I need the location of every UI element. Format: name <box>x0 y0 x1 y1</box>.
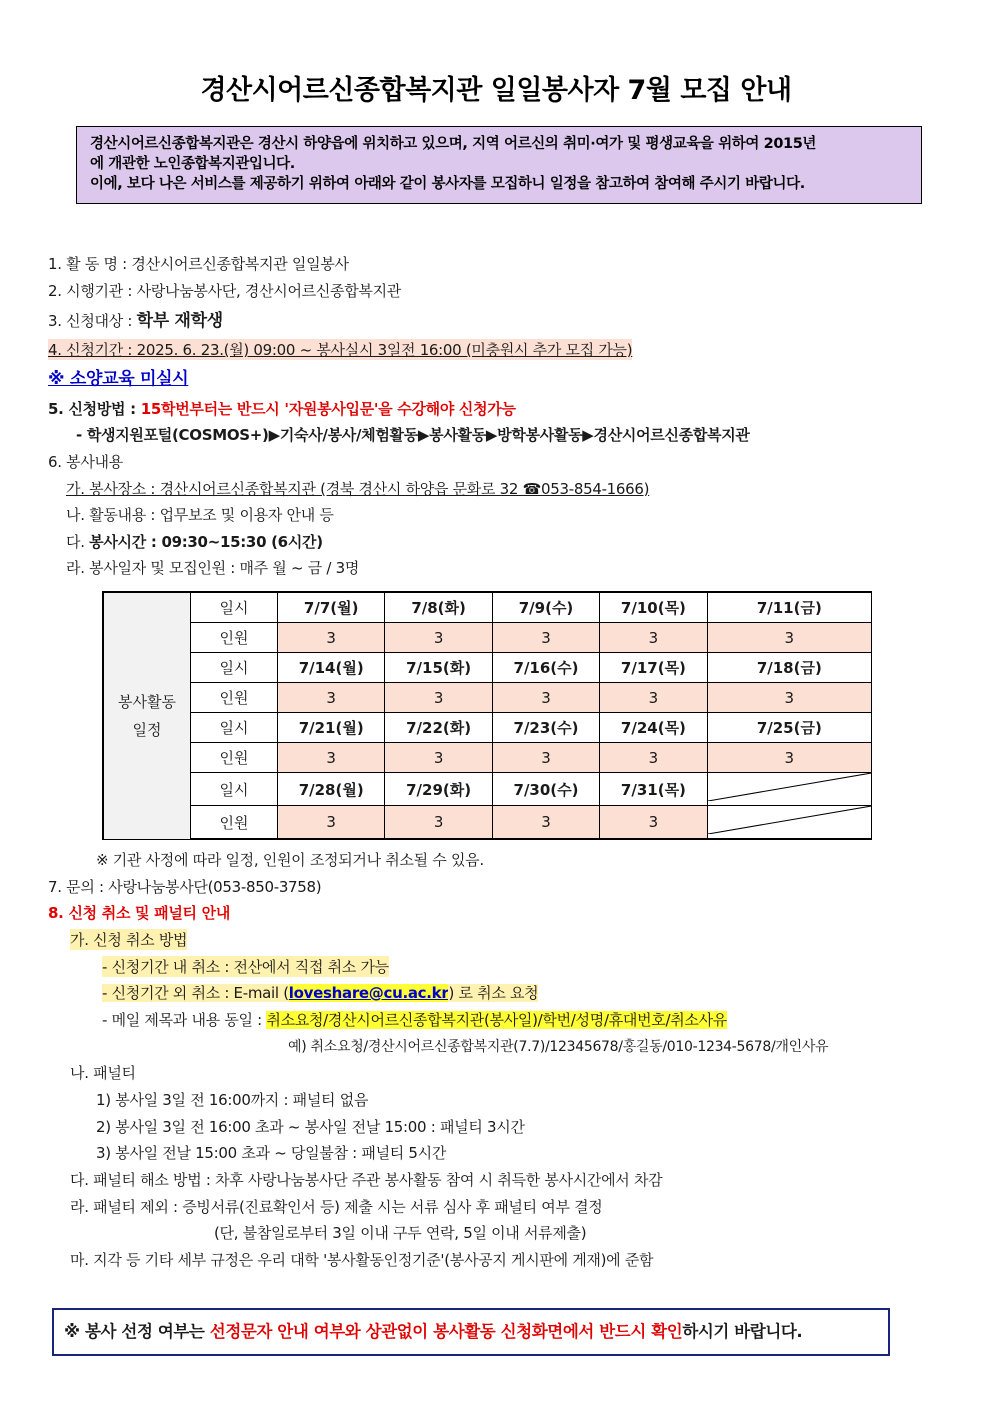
empty-cell <box>707 806 871 840</box>
schedule-note: ※ 기관 사정에 따라 일정, 인원이 조정되거나 취소될 수 있음. <box>96 851 484 869</box>
item-dates: 라. 봉사일자 및 모집인원 : 매주 월 ~ 금 / 3명 <box>66 559 360 577</box>
row-label: 일시 <box>191 713 278 743</box>
group-label-line: 봉사활동 <box>118 692 176 711</box>
item-method-path: - 학생지원포털(COSMOS+)▶기숙사/봉사/체험활동▶봉사활동▶방학봉사활동▶경산시어르신종합복지관 <box>76 426 750 444</box>
date-cell: 7/22(화) <box>385 713 492 743</box>
row-label: 인원 <box>191 743 278 773</box>
date-cell: 7/17(목) <box>600 653 707 683</box>
count-cell: 3 <box>385 623 492 653</box>
item-target-label: 3. 신청대상 : <box>48 312 137 330</box>
item-organizer: 2. 시행기관 : 사랑나눔봉사단, 경산시어르신종합복지관 <box>48 282 401 300</box>
cancel-outside-pre: - 신청기간 외 취소 : E-mail ( <box>102 984 289 1002</box>
item-target <box>48 306 223 331</box>
date-cell: 7/14(월) <box>278 653 385 683</box>
count-cell: 3 <box>492 743 599 773</box>
diagonal-slash <box>708 806 871 834</box>
intro-line: 경산시어르신종합복지관은 경산시 하양읍에 위치하고 있으며, 지역 어르신의 취미·여가 및 평생교육을 위하여 2015년 <box>90 136 817 152</box>
date-cell: 7/31(목) <box>600 773 707 806</box>
page-title: 경산시어르신종합복지관 일일봉사자 7월 모집 안내 <box>200 75 792 106</box>
item-contact: 7. 문의 : 사랑나눔봉사단(053-850-3758) <box>48 878 322 896</box>
count-cell: 3 <box>600 623 707 653</box>
count-cell: 3 <box>385 806 492 840</box>
intro-box <box>76 126 922 204</box>
cancel-within-period: - 신청기간 내 취소 : 전산에서 직접 취소 가능 <box>102 958 389 976</box>
count-cell: 3 <box>600 806 707 840</box>
item-activity-name: 1. 활 동 명 : 경산시어르신종합복지관 일일봉사 <box>48 255 349 273</box>
count-cell: 3 <box>492 806 599 840</box>
count-cell: 3 <box>278 623 385 653</box>
count-cell: 3 <box>707 683 871 713</box>
item-time-label: 다. <box>66 533 90 551</box>
row-label: 일시 <box>191 773 278 806</box>
item-period: 4. 신청기간 : 2025. 6. 23.(월) 09:00 ~ 봉사실시 3일전 16:00 (미충원시 추가 모집 가능) <box>48 341 633 359</box>
cancel-mail-example: 예) 취소요청/경산시어르신종합복지관(7.7)/12345678/홍길동/010-1234-5678/개인사유 <box>288 1039 829 1055</box>
cancel-outside-period <box>102 982 538 1003</box>
item-content: 6. 봉사내용 <box>48 453 123 471</box>
final-notice-pre: ※ 봉사 선정 여부는 <box>64 1322 210 1341</box>
other-rules: 마. 지각 등 기타 세부 규정은 우리 대학 '봉사활동인정기준'(봉사공지 게시판에 게재)에 준함 <box>70 1251 654 1269</box>
date-cell: 7/11(금) <box>707 592 871 623</box>
penalty-resolution: 다. 패널티 해소 방법 : 차후 사랑나눔봉사단 주관 봉사활동 참여 시 취득한 봉사시간에서 차감 <box>70 1171 663 1189</box>
row-label: 일시 <box>191 592 278 623</box>
date-cell: 7/28(월) <box>278 773 385 806</box>
item-cancel-method: 가. 신청 취소 방법 <box>70 931 188 949</box>
item-time-value: 봉사시간 : 09:30~15:30 (6시간) <box>89 533 323 551</box>
item-method-label: 5. 신청방법 : <box>48 400 141 418</box>
row-label: 인원 <box>191 623 278 653</box>
penalty-rule: 2) 봉사일 3일 전 16:00 초과 ~ 봉사일 전날 15:00 : 패널티 3시간 <box>96 1118 525 1136</box>
date-cell: 7/21(월) <box>278 713 385 743</box>
date-cell: 7/7(월) <box>278 592 385 623</box>
count-cell: 3 <box>385 743 492 773</box>
education-notice: ※ 소양교육 미실시 <box>48 369 189 389</box>
penalty-exemption-detail: (단, 불참일로부터 3일 이내 구두 연락, 5일 이내 서류제출) <box>214 1224 587 1242</box>
cancel-outside-post: ) 로 취소 요청 <box>448 984 539 1002</box>
cancel-mail-value: 취소요청/경산시어르신종합복지관(봉사일)/학번/성명/휴대번호/취소사유 <box>266 1011 727 1029</box>
date-cell: 7/8(화) <box>385 592 492 623</box>
count-cell: 3 <box>707 623 871 653</box>
penalty-rule: 3) 봉사일 전날 15:00 초과 ~ 당일불참 : 패널티 5시간 <box>96 1144 447 1162</box>
count-cell: 3 <box>600 683 707 713</box>
row-label: 일시 <box>191 653 278 683</box>
intro-line: 이에, 보다 나은 서비스를 제공하기 위하여 아래와 같이 봉사자를 모집하니 일정을 참고하여 참여해 주시기 바랍니다. <box>90 176 805 192</box>
empty-cell <box>707 773 871 806</box>
final-notice-post: 하시기 바랍니다. <box>682 1322 803 1341</box>
row-label: 인원 <box>191 683 278 713</box>
penalty-rule: 1) 봉사일 3일 전 16:00까지 : 패널티 없음 <box>96 1091 369 1109</box>
schedule-group-label <box>103 592 191 839</box>
schedule-table <box>102 591 872 840</box>
row-label: 인원 <box>191 806 278 840</box>
cancel-mail-label: - 메일 제목과 내용 동일 : <box>102 1011 267 1029</box>
diagonal-slash <box>708 773 871 801</box>
item-time <box>66 531 323 552</box>
date-cell: 7/30(수) <box>492 773 599 806</box>
cancel-email-link[interactable]: loveshare@cu.ac.kr <box>288 984 449 1002</box>
date-cell: 7/16(수) <box>492 653 599 683</box>
item-method <box>48 398 516 419</box>
date-cell: 7/24(목) <box>600 713 707 743</box>
item-place: 가. 봉사장소 : 경산시어르신종합복지관 (경북 경산시 하양읍 문화로 32 ☎053-854-1666) <box>66 480 650 498</box>
count-cell: 3 <box>278 806 385 840</box>
item-cancel-title: 8. 신청 취소 및 패널티 안내 <box>48 904 231 922</box>
final-notice-emphasis: 선정문자 안내 여부와 상관없이 봉사활동 신청화면에서 반드시 확인 <box>209 1322 683 1341</box>
item-target-value: 학부 재학생 <box>136 311 223 331</box>
count-cell: 3 <box>492 683 599 713</box>
date-cell: 7/9(수) <box>492 592 599 623</box>
count-cell: 3 <box>600 743 707 773</box>
cancel-mail-format <box>102 1009 727 1030</box>
count-cell: 3 <box>492 623 599 653</box>
count-cell: 3 <box>707 743 871 773</box>
date-cell: 7/25(금) <box>707 713 871 743</box>
group-label-line: 일정 <box>132 720 162 739</box>
final-notice-box <box>52 1308 890 1356</box>
count-cell: 3 <box>278 683 385 713</box>
item-method-value: 15학번부터는 반드시 '자원봉사입문'을 수강해야 신청가능 <box>140 400 516 418</box>
item-penalty: 나. 패널티 <box>70 1064 136 1082</box>
date-cell: 7/23(수) <box>492 713 599 743</box>
penalty-exemption: 라. 패널티 제외 : 증빙서류(진료확인서 등) 제출 시는 서류 심사 후 패널티 여부 결정 <box>70 1198 603 1216</box>
item-activity: 나. 활동내용 : 업무보조 및 이용자 안내 등 <box>66 506 334 524</box>
date-cell: 7/29(화) <box>385 773 492 806</box>
date-cell: 7/18(금) <box>707 653 871 683</box>
intro-line: 에 개관한 노인종합복지관입니다. <box>90 156 295 172</box>
date-cell: 7/15(화) <box>385 653 492 683</box>
date-cell: 7/10(목) <box>600 592 707 623</box>
count-cell: 3 <box>278 743 385 773</box>
count-cell: 3 <box>385 683 492 713</box>
